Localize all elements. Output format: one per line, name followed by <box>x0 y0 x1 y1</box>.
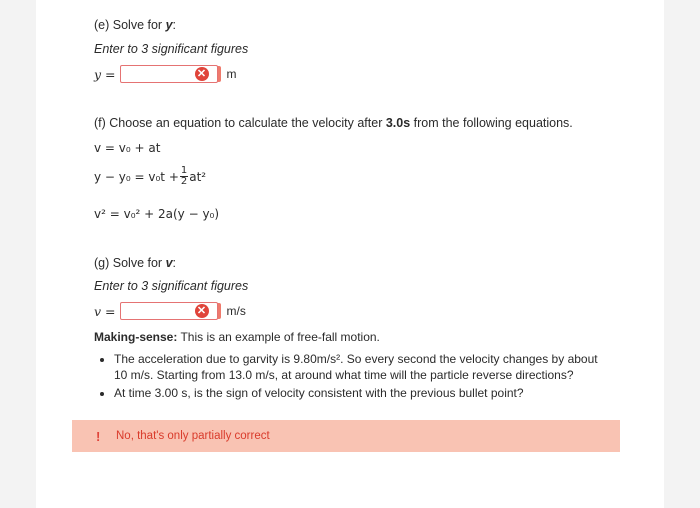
incorrect-icon: ✕ <box>195 67 209 81</box>
part-g-unit: m/s <box>226 304 246 318</box>
part-e-answer-row <box>94 65 237 83</box>
making-sense-intro: Making-sense: This is an example of free-fall motion. <box>94 330 380 344</box>
making-sense-bullet: • The acceleration due to garvity is 9.80m/s². So every second the velocity changes by about 10 m/s. Starting from 13.0 m/s, at around what time will the particle reverse directions? <box>114 351 614 383</box>
making-sense-bullet: • At time 3.00 s, is the sign of velocity consistent with the previous bullet point? <box>114 385 614 401</box>
part-e-answer-input[interactable] <box>120 65 218 83</box>
equation-option-1[interactable]: v = v₀ + at <box>94 141 161 155</box>
part-g-instruction: Enter to 3 significant figures <box>94 279 249 293</box>
feedback-banner <box>72 420 620 452</box>
part-e-prefix: y = <box>94 66 116 82</box>
making-sense-list <box>94 351 614 403</box>
equation-option-2[interactable]: y − y₀ = v₀t + $\frac{1}{2}$ at² <box>94 165 207 187</box>
part-e-unit: m <box>226 67 237 81</box>
part-g-heading: (g) Solve for v: <box>94 256 176 270</box>
feedback-message: No, that's only partially correct <box>116 430 270 442</box>
part-g-answer-input[interactable] <box>120 302 218 320</box>
equation-option-3[interactable]: v² = v₀² + 2a(y − y₀) <box>94 207 220 221</box>
part-g-prefix: v = <box>94 303 116 319</box>
part-f-heading: (f) Choose an equation to calculate the velocity after 3.0s from the following equations. <box>94 116 573 130</box>
one-half-fraction: $\frac{1}{2}$ <box>180 165 188 187</box>
part-e-instruction: Enter to 3 significant figures <box>94 42 249 56</box>
question-panel <box>36 0 664 508</box>
part-g-answer-row <box>94 302 246 320</box>
warning-icon: ! <box>96 428 101 444</box>
incorrect-icon: ✕ <box>195 304 209 318</box>
part-e-heading: (e) Solve for y: <box>94 18 176 32</box>
